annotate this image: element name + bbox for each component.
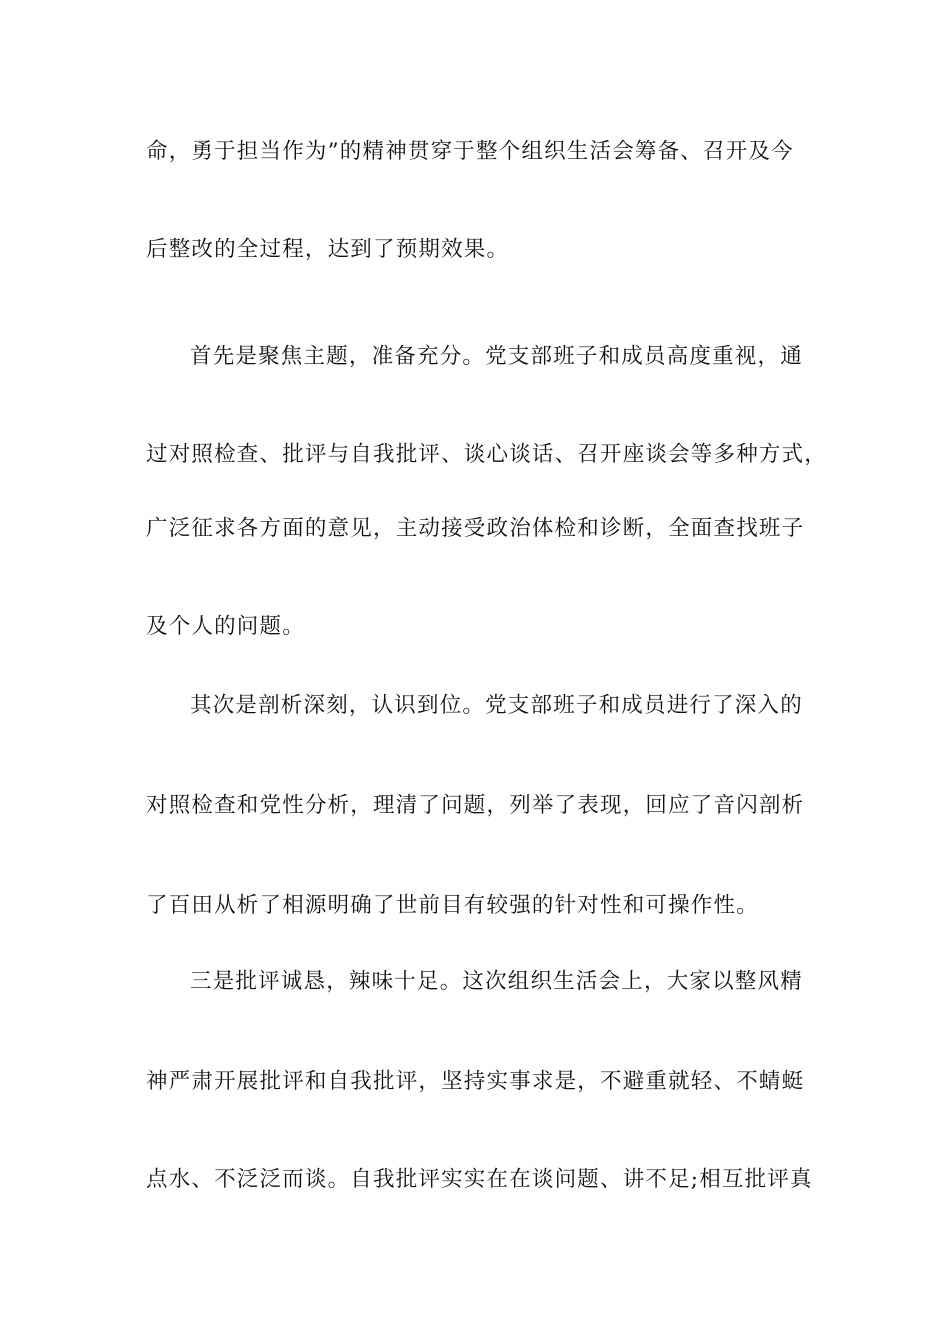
text-line-8: 对照检查和党性分析，理清了问题，列举了表现，回应了音闪剖析 [146,793,805,818]
text-line-7: 其次是剖析深刻，认识到位。党支部班子和成员进行了深入的 [190,693,803,718]
text-line-4: 过对照检查、批评与自我批评、谈心谈话、召开座谈会等多种方式， [146,442,828,467]
text-line-5: 广泛征求各方面的意见，主动接受政治体检和诊断，全面查找班子 [146,516,805,541]
text-line-1: 命，勇于担当作为”的精神贯穿于整个组织生活会筹备、召开及今 [146,139,794,164]
text-line-9: 了百田从析了相源明确了世前目有较强的针对性和可操作性。 [146,893,759,918]
text-line-3: 首先是聚焦主题，准备充分。党支部班子和成员高度重视，通 [190,344,803,369]
text-line-10: 三是批评诚恳，辣味十足。这次组织生活会上，大家以整风精 [190,969,803,994]
text-line-2: 后整改的全过程，达到了预期效果。 [146,237,510,262]
text-line-12: 点水、不泛泛而谈。自我批评实实在在谈问题、讲不足;相互批评真 [146,1167,813,1192]
text-line-11: 神严肃开展批评和自我批评，坚持实事求是，不避重就轻、不蜻蜓 [146,1069,805,1094]
text-line-6: 及个人的问题。 [146,614,305,639]
